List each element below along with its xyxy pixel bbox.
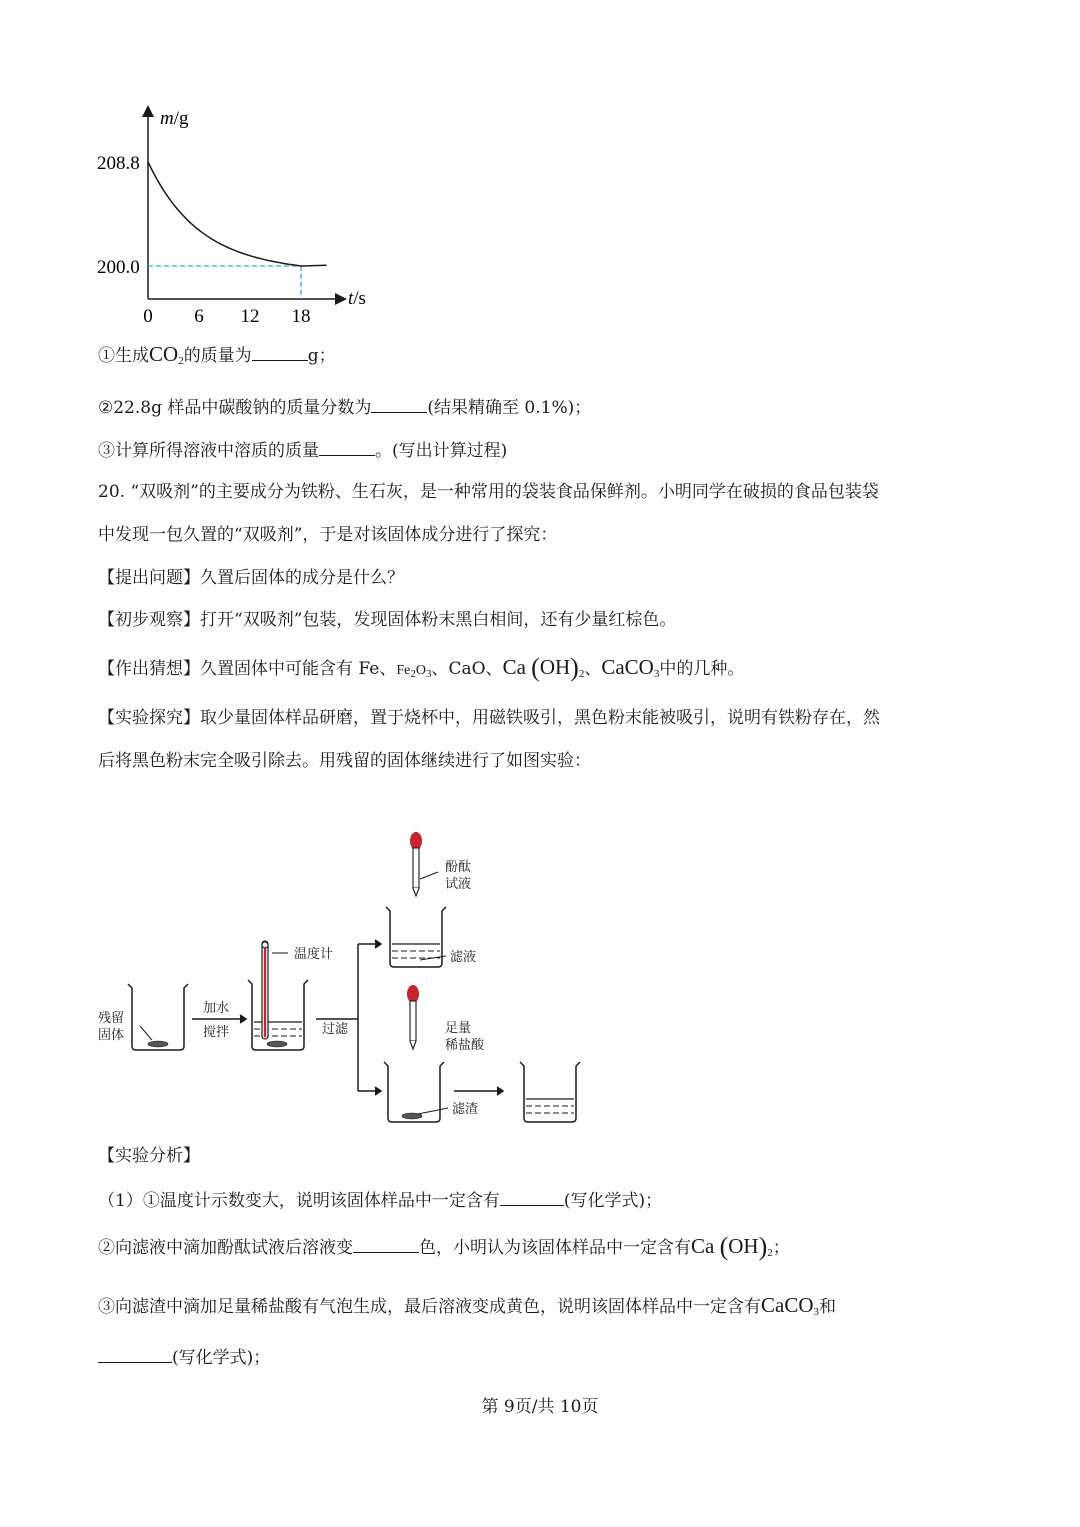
q20-intro-1: 20. “双吸剂”的主要成分为铁粉、生石灰，是一种常用的袋装食品保鲜剂。小明同学在破损的食品包装袋 [98,482,879,502]
q20-analysis-1: （1）①温度计示数变大，说明该固体样品中一定含有 (写化学式)； [98,1187,662,1213]
thermometer [262,941,268,1039]
x-tick-label: 12 [240,306,260,327]
label-add-water: 加水 [203,1001,230,1016]
q20-problem: 【提出问题】久置后固体的成分是什么？ [98,568,404,588]
mass-time-chart [90,100,390,330]
answer-blank-other-substance[interactable] [98,1344,172,1363]
answer-blank-color[interactable] [353,1234,419,1253]
q20-analysis-2: ②向滤液中滴加酚酞试液后溶液变 色，小明认为该固体样品中一定含有Ca $(OH)_2$； [98,1232,790,1261]
label-residue-2: 固体 [98,1028,125,1043]
label-phenol-1: 酚酞 [445,860,472,875]
mass-curve [148,162,327,266]
y-tick-label: 208.8 [97,153,140,174]
x-tick-label: 18 [291,306,311,327]
answer-blank-mass-fraction[interactable] [371,394,427,413]
answer-blank-temp-substance[interactable] [500,1187,564,1206]
q20-analysis-4: (写化学式)； [98,1344,270,1370]
dropper-hcl [407,985,419,1049]
label-hcl-1: 足量 [445,1021,472,1036]
residue-solid-2 [267,1041,287,1047]
q20-analysis-3: ③向滤渣中滴加足量稀盐酸有气泡生成，最后溶液变成黄色，说明该固体样品中一定含有CaCO$_3$和 [98,1293,836,1318]
q19-item-2: ②22.8g 样品中碳酸钠的质量分数为 (结果精确至 0.1%)； [98,394,591,420]
page-footer: 第 9页/共 10页 [481,1397,599,1417]
q19-item-3: ③计算所得溶液中溶质的质量 。(写出计算过程) [98,437,507,463]
label-filter: 过滤 [322,1022,349,1037]
caco3-formula-2: CaCO$_3$ [761,1293,819,1318]
q20-hypothesis: 【作出猜想】久置固体中可能含有 Fe、$Fe_2O_3$、CaO、Ca $(OH)_2$、CaCO$_3$中的几种。 [98,653,745,682]
label-residue-1: 残留 [98,1011,125,1026]
dropper-phenolphthalein [410,832,422,896]
label-hcl-2: 稀盐酸 [445,1038,485,1053]
experiment-diagram [90,826,600,1131]
q19-item-1: ①生成$CO_2$的质量为 g； [98,342,336,367]
q20-observation: 【初步观察】打开“双吸剂”包装，发现固体粉末黑白相间，还有少量红棕色。 [98,610,677,630]
x-tick-label: 0 [143,306,153,327]
label-filter-residue: 滤渣 [452,1102,479,1117]
caoh2-formula-2: Ca $(OH)_2$ [691,1232,773,1261]
beaker-water [248,980,308,1050]
q19-item-1-pre: ①生成 [98,346,149,366]
co2-formula: $CO_2$ [149,342,184,367]
q20-analysis-heading: 【实验分析】 [98,1146,200,1166]
x-axis-label: t/s [348,288,366,309]
x-tick-label: 6 [194,306,204,327]
caco3-formula: CaCO$_3$ [601,655,660,680]
label-filtrate: 滤液 [450,950,477,965]
beaker-residue [128,984,188,1050]
q19-item-1-post: 的质量为 [183,346,252,366]
q20-explore-1: 【实验探究】取少量固体样品研磨，置于烧杯中，用磁铁吸引，黑色粉末能被吸引，说明有铁粉存在，然 [98,708,880,728]
answer-blank-solute-mass[interactable] [319,437,375,456]
label-phenol-2: 试液 [445,877,472,892]
q20-explore-2: 后将黑色粉末完全吸引除去。用残留的固体继续进行了如图实验： [98,751,591,771]
answer-blank-co2-mass[interactable] [252,342,308,361]
label-thermometer: 温度计 [294,947,334,962]
y-tick-label: 200.0 [97,257,140,278]
caoh2-formula: Ca $(OH)_2$ [502,653,585,682]
fe2o3-formula: $Fe_2O_3$ [396,663,432,680]
label-stir: 搅拌 [203,1025,230,1040]
q20-intro-2: 中发现一包久置的“双吸剂”，于是对该固体成分进行了探究： [98,525,558,545]
residue-solid-1 [148,1041,168,1047]
y-axis-label: m/g [160,108,189,129]
